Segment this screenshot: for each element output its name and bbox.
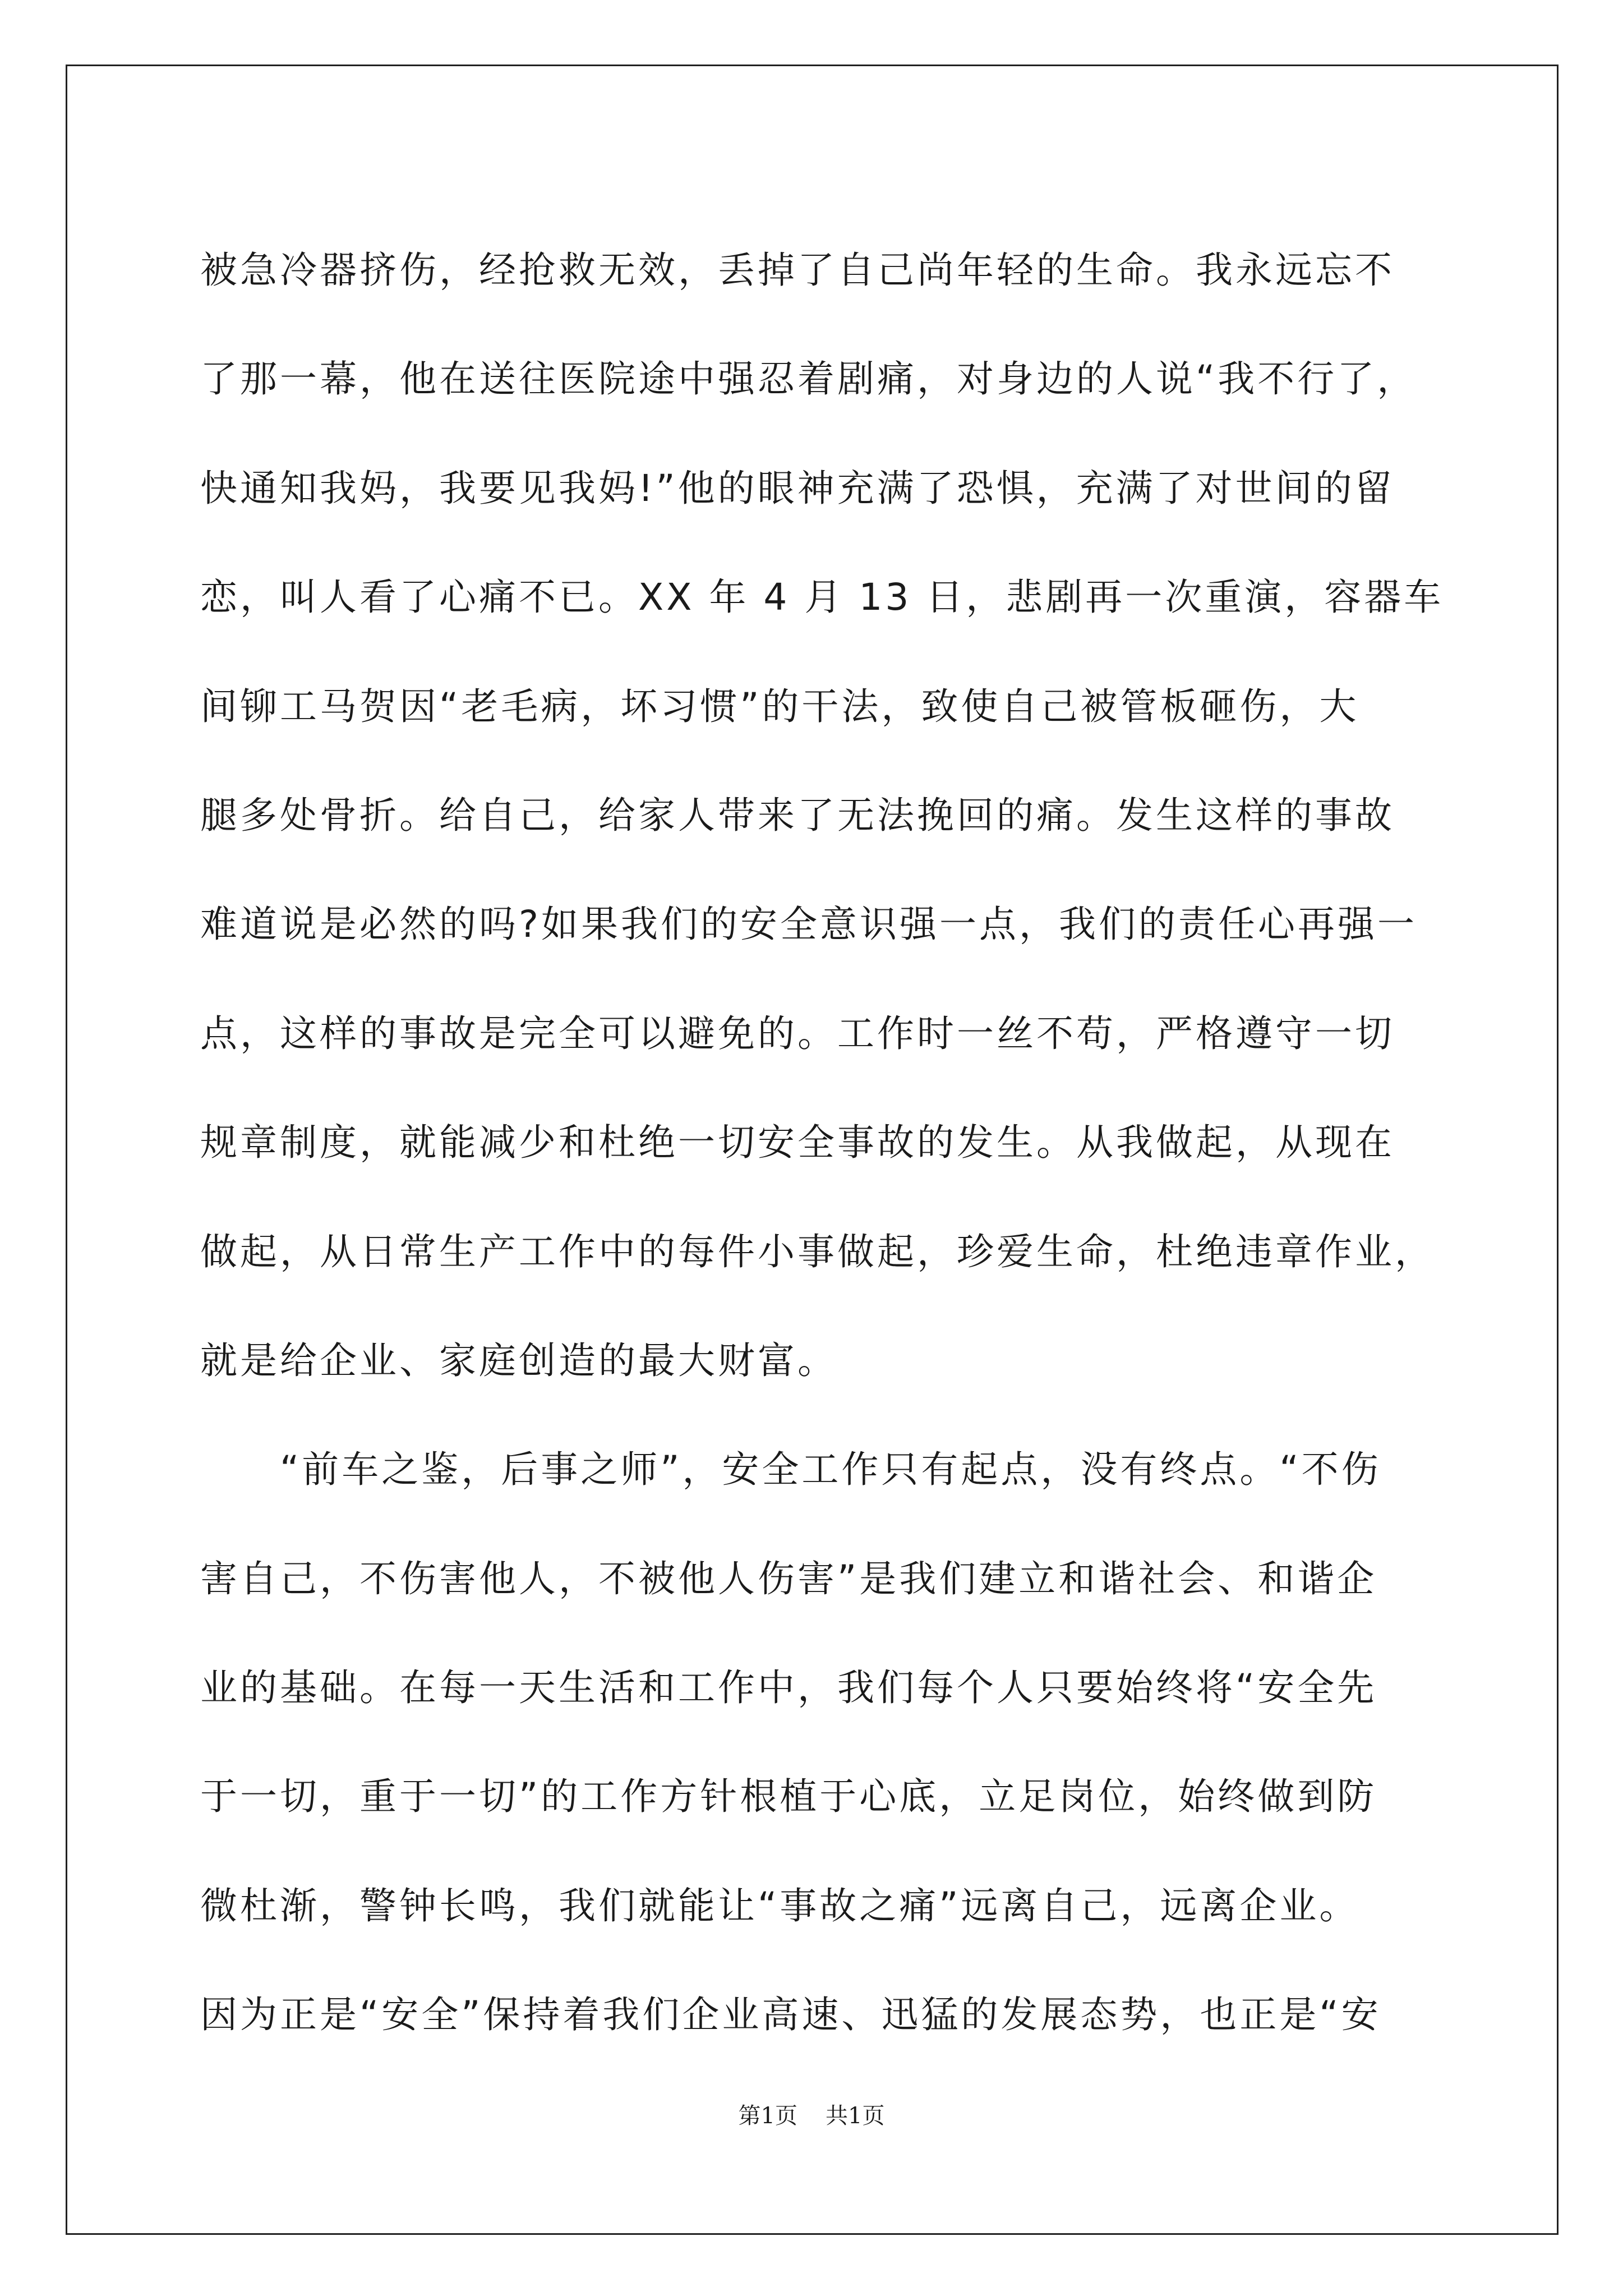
text-line: 腿多处骨折。给自己，给家人带来了无法挽回的痛。发生这样的事故	[200, 793, 1395, 837]
text-line: 难道说是必然的吗?如果我们的安全意识强一点，我们的责任心再强一	[200, 903, 1418, 946]
text-line: 点，这样的事故是完全可以避免的。工作时一丝不苟，严格遵守一切	[200, 1011, 1395, 1055]
page-number: 第1页	[738, 2103, 797, 2129]
text-line: 就是给企业、家庭创造的最大财富。	[200, 1338, 837, 1382]
text-line: 被急冷器挤伤，经抢救无效，丢掉了自己尚年轻的生命。我永远忘不	[200, 249, 1395, 292]
text-line: “前车之鉴，后事之师”，安全工作只有起点，没有终点。“不伤	[200, 1448, 1381, 1492]
text-line: 做起，从日常生产工作中的每件小事做起，珍爱生命，杜绝违章作业，	[200, 1230, 1435, 1273]
text-line: 害自己，不伤害他人，不被他人伤害”是我们建立和谐社会、和谐企	[200, 1557, 1377, 1600]
page-footer	[0, 2098, 1623, 2130]
text-line: 了那一幕，他在送往医院途中强忍着剧痛，对身边的人说“我不行了，	[200, 357, 1417, 401]
text-line: 快通知我妈，我要见我妈!”他的眼神充满了恐惧，充满了对世间的留	[200, 466, 1395, 510]
text-line: 间铆工马贺因“老毛病，坏习惯”的干法，致使自己被管板砸伤，大	[200, 684, 1359, 728]
page-total: 共1页	[826, 2103, 885, 2129]
text-line: 恋，叫人看了心痛不已。XX 年 4 月 13 日，悲剧再一次重演，容器车	[200, 576, 1444, 619]
text-line: 业的基础。在每一天生活和工作中，我们每个人只要始终将“安全先	[200, 1666, 1377, 1710]
text-line: 规章制度，就能减少和杜绝一切安全事故的发生。从我做起，从现在	[200, 1121, 1395, 1165]
document-body	[200, 216, 1444, 2070]
text-line: 微杜渐，警钟长鸣，我们就能让“事故之痛”远离自己，远离企业。	[200, 1884, 1359, 1927]
text-line: 于一切，重于一切”的工作方针根植于心底，立足岗位，始终做到防	[200, 1775, 1377, 1819]
text-line: 因为正是“安全”保持着我们企业高速、迅猛的发展态势，也正是“安	[200, 1993, 1381, 2037]
